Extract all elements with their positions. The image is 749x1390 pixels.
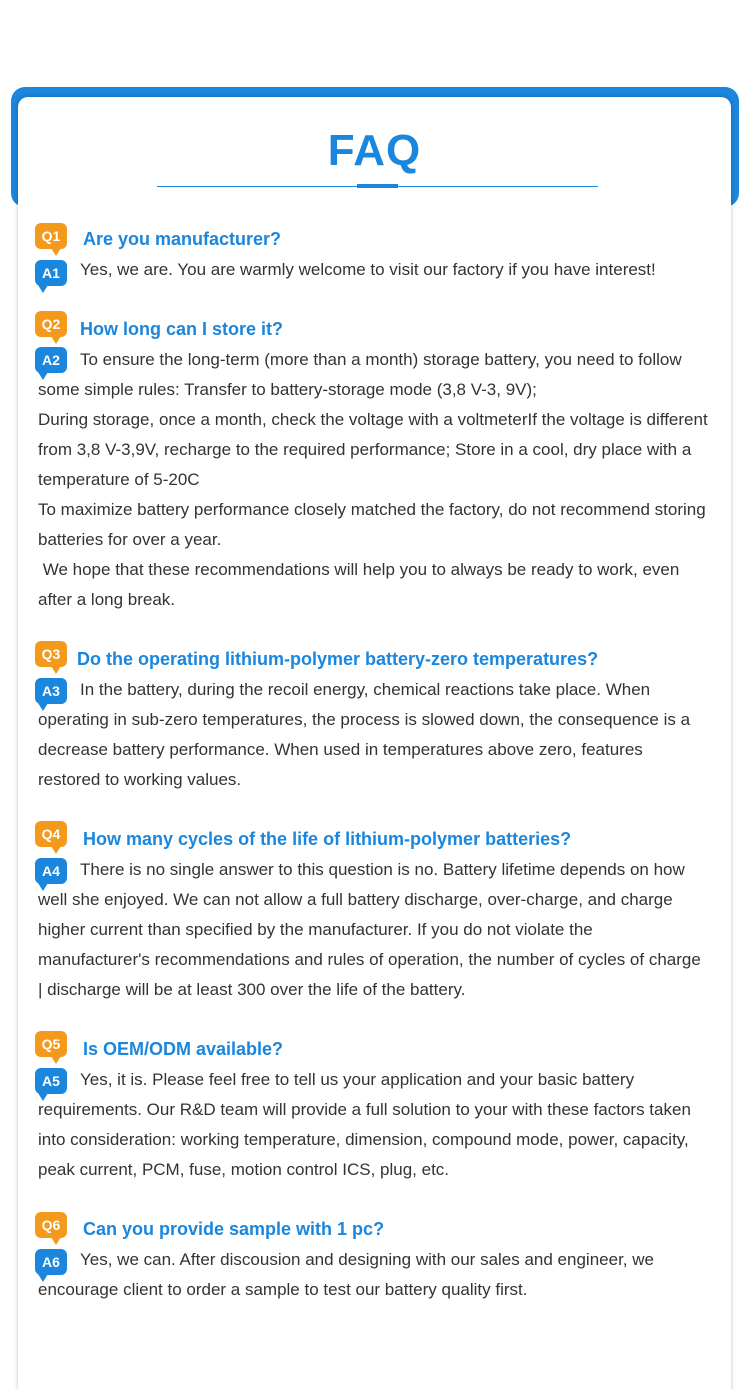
answer-badge: A4: [35, 858, 67, 884]
question-badge: Q5: [35, 1031, 67, 1057]
answer-text: Yes, we can. After discousion and designing with our sales and engineer, we encourage client to order a sample to test our battery quality first.: [38, 1250, 654, 1299]
answer-text: There is no single answer to this question is no. Battery lifetime depends on how well she enjoyed. We can not allow a full battery discharge, over-charge, and charge higher current than specified by the manufacturer. If you do not violate the manufacturer's recommendations and rules of operation, the number of cycles of charge | discharge will be at least 300 over the life of the battery.: [38, 860, 701, 999]
question-badge: Q3: [35, 641, 67, 667]
question-badge: Q1: [35, 223, 67, 249]
answer-badge: A3: [35, 678, 67, 704]
question-text: Do the operating lithium-polymer battery-zero temperatures?: [77, 649, 599, 669]
title-underline-accent: [357, 184, 398, 188]
page-title: FAQ: [327, 126, 422, 175]
question-badge: Q2: [35, 311, 67, 337]
question-text: How many cycles of the life of lithium-polymer batteries?: [83, 829, 572, 849]
question-text: Can you provide sample with 1 pc?: [83, 1219, 385, 1239]
question-text: How long can I store it?: [80, 319, 284, 339]
answer-text: To ensure the long-term (more than a month) storage battery, you need to follow some simple rules: Transfer to battery-storage mode (3,8 V-3, 9V); During storage, once a month, check the voltage with a voltmeterIf the voltage is different from 3,8 V-3,9V, recharge to the required performance; Store in a cool, dry place with a temperature of 5-20C To maximize battery performance closely matched the factory, do not recommend storing batteries for over a year. We hope that these recommendations will help you to always be ready to work, even after a long break.: [38, 350, 708, 609]
question-badge: Q4: [35, 821, 67, 847]
question-text: Are you manufacturer?: [83, 229, 282, 249]
question-badge: Q6: [35, 1212, 67, 1238]
answer-text: Yes, it is. Please feel free to tell us your application and your basic battery requirements. Our R&D team will provide a full solution to your with these factors taken into consideration: working temperature, dimension, compound mode, power, capacity, peak current, PCM, fuse, motion control ICS, plug, etc.: [38, 1070, 691, 1179]
answer-badge: A1: [35, 260, 67, 286]
question-text: Is OEM/ODM available?: [83, 1039, 284, 1059]
answer-badge: A2: [35, 347, 67, 373]
answer-badge: A5: [35, 1068, 67, 1094]
answer-text: Yes, we are. You are warmly welcome to visit our factory if you have interest!: [80, 260, 656, 279]
answer-text: In the battery, during the recoil energy, chemical reactions take place. When operating in sub-zero temperatures, the process is slowed down, the consequence is a decrease battery performance. When used in temperatures above zero, features restored to working values.: [38, 680, 691, 789]
answer-badge: A6: [35, 1249, 67, 1275]
